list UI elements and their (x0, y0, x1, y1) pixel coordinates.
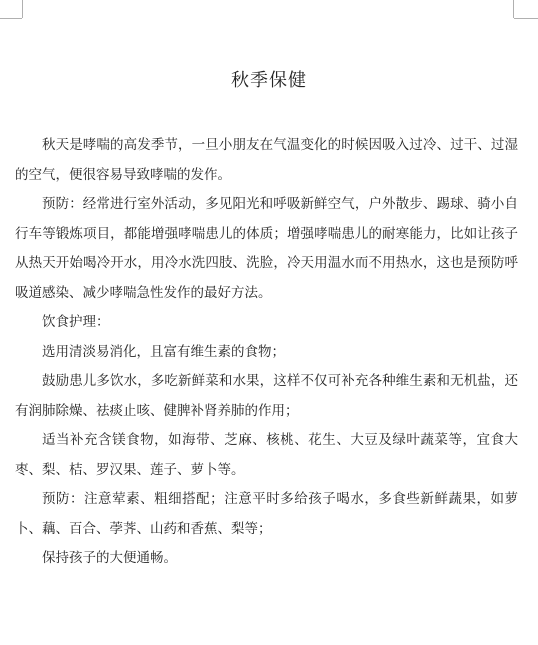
paragraph-intro: 秋天是哮喘的高发季节，一旦小朋友在气温变化的时候因吸入过冷、过干、过湿的空气，便很容易导致哮喘的发作。 (15, 137, 518, 183)
document-title: 秋季保健 (231, 70, 307, 91)
paragraph-prevention: 预防：经常进行室外活动，多见阳光和呼吸新鲜空气，户外散步、踢球、骑小自行车等锻炼项目，都能增强哮喘患儿的体质；增强哮喘患儿的耐寒能力，比如让孩子从热天开始喝冷开水，用冷水洗四肢、洗脸，冷天用温水而不用热水，这也是预防呼吸道感染、减少哮喘急性发作的最好方法。 (15, 196, 518, 301)
paragraph-diet-magnesium: 适当补充含镁食物，如海带、芝麻、核桃、花生、大豆及绿叶蔬菜等，宜食大枣、梨、桔、罗汉果、莲子、萝卜等。 (15, 432, 518, 478)
crop-mark-top-left-vertical (22, 0, 23, 18)
crop-mark-top-left-horizontal (0, 18, 22, 19)
crop-mark-top-right-horizontal (514, 18, 538, 19)
paragraph-bowel: 保持孩子的大便通畅。 (42, 550, 177, 566)
paragraph-diet-heading: 饮食护理： (42, 314, 110, 330)
crop-mark-top-right-vertical (513, 0, 514, 18)
paragraph-diet-light-food: 选用清淡易消化，且富有维生素的食物； (42, 343, 285, 360)
document-body (15, 131, 518, 574)
paragraph-diet-water-fruit: 鼓励患儿多饮水，多吃新鲜菜和水果，这样不仅可补充各种维生素和无机盐，还有润肺除燥、祛痰止咳、健脾补肾养肺的作用； (15, 373, 518, 419)
paragraph-prevention-diet: 预防：注意荤素、粗细搭配；注意平时多给孩子喝水，多食些新鲜蔬果，如萝卜、藕、百合、荸荠、山药和香蕉、梨等； (15, 491, 518, 537)
